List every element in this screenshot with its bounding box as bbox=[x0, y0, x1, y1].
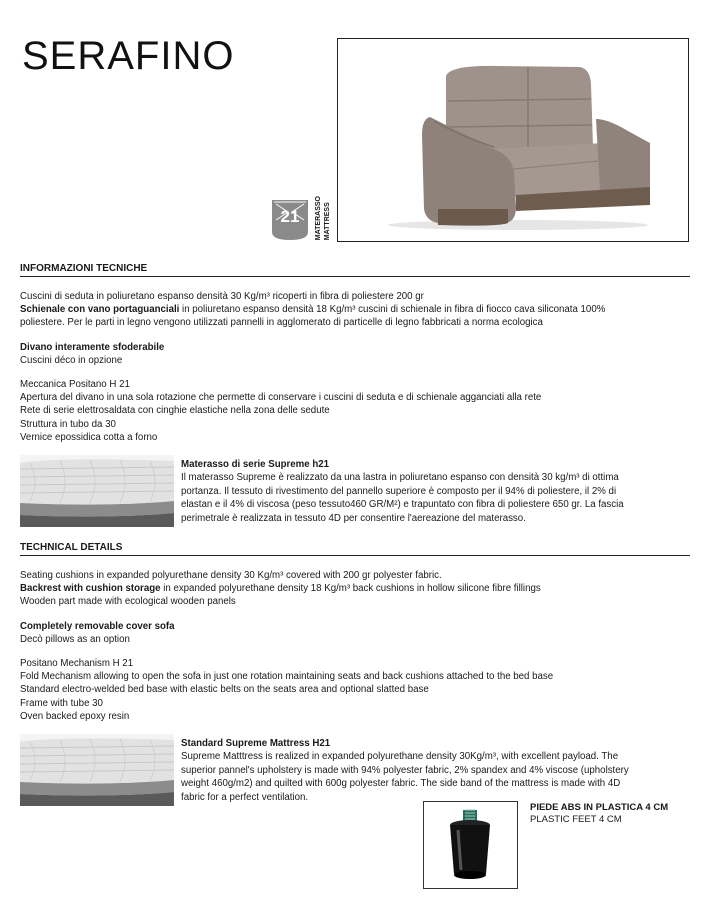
it-mech5: Vernice epossidica cotta a forno bbox=[20, 431, 158, 443]
it-section-divider bbox=[20, 276, 690, 277]
it-backrest-bold: Schienale con vano portaguanciali bbox=[20, 304, 180, 316]
en-cover-bold: Completely removable cover sofa bbox=[20, 621, 175, 632]
it-mattress-title: Materasso di serie Supreme h21 bbox=[181, 459, 330, 470]
en-mattress-photo bbox=[20, 734, 174, 806]
badge-label bbox=[314, 196, 332, 240]
it-mechanism-paragraph bbox=[20, 378, 700, 444]
en-section-divider bbox=[20, 555, 690, 556]
en-mattress-l4: fabric for a perfect ventilation. bbox=[181, 791, 309, 803]
en-backrest-rest: in expanded polyurethane density 18 Kg/m³ back cushions in hollow silicone fibre fillings bbox=[160, 583, 541, 595]
mattress-icon bbox=[268, 192, 312, 242]
it-mattress-l2: portanza. Il tessuto di rivestimento del pannello superiore è composto per il 94% di poliestere, il 2% di bbox=[181, 485, 617, 497]
en-mech2: Fold Mechanism allowing to open the sofa in just one rotation maintaining seats and back cushions attached to the bed base bbox=[20, 671, 554, 683]
en-mattress-title: Standard Supreme Mattress H21 bbox=[181, 738, 331, 749]
it-cover-bold: Divano interamente sfoderabile bbox=[20, 342, 165, 353]
it-mech3: Rete di serie elettrosaldata con cinghie elastiche nella zona delle sedute bbox=[20, 405, 330, 417]
it-mech1: Meccanica Positano H 21 bbox=[20, 379, 130, 390]
it-mattress-text bbox=[181, 458, 691, 525]
en-section-heading: TECHNICAL DETAILS bbox=[20, 542, 123, 553]
en-cover-line: Decò pillows as an option bbox=[20, 634, 130, 646]
it-cover-line: Cuscini déco in opzione bbox=[20, 355, 123, 367]
badge-label-it: MATERASSO bbox=[315, 196, 322, 241]
feet-subtitle: PLASTIC FEET 4 CM bbox=[530, 814, 622, 825]
en-line1: Seating cushions in expanded polyurethane density 30 Kg/m³ covered with 200 gr polyester fabric. bbox=[20, 570, 442, 581]
en-mech3: Standard electro-welded bed base with elastic belts on the seats area and optional slatted base bbox=[20, 684, 429, 696]
sofa-photo bbox=[337, 38, 689, 242]
it-materials-paragraph bbox=[20, 290, 700, 330]
it-line1: Cuscini di seduta in poliuretano espanso densità 30 Kg/m³ ricoperti in fibra di poliestere 200 gr bbox=[20, 291, 424, 302]
en-mattress-l1: Supreme Matttress is realized in expanded polyurethane density 30Kg/m³, with excellent payload. The bbox=[181, 751, 619, 763]
en-cover-paragraph bbox=[20, 620, 700, 646]
mattress-illustration bbox=[20, 455, 174, 527]
it-mattress-photo bbox=[20, 455, 174, 527]
en-mech5: Oven backed epoxy resin bbox=[20, 710, 130, 722]
mattress-illustration bbox=[20, 734, 174, 806]
it-mattress-l1: Il materasso Supreme è realizzato da una lastra in poliuretano espanso con densità 30 kg/m³ di ottima bbox=[181, 472, 619, 484]
en-line3: Wooden part made with ecological wooden panels bbox=[20, 596, 236, 608]
en-mech1: Positano Mechanism H 21 bbox=[20, 658, 134, 669]
feet-title: PIEDE ABS IN PLASTICA 4 CM bbox=[530, 802, 669, 813]
plastic-foot-illustration bbox=[424, 802, 517, 888]
plastic-foot-photo bbox=[423, 801, 518, 889]
en-mechanism-paragraph bbox=[20, 657, 700, 723]
en-mattress-l2: superior pannel's upholstery is made with 94% polyester fabric, 2% spandex and 4% viscose (upholstery bbox=[181, 764, 629, 776]
badge-number: 21 bbox=[280, 207, 300, 226]
en-materials-paragraph bbox=[20, 569, 700, 609]
sofa-illustration bbox=[338, 39, 688, 241]
badge-label-en: MATTRESS bbox=[324, 202, 331, 241]
en-mattress-text bbox=[181, 737, 691, 804]
it-mech4: Struttura in tubo da 30 bbox=[20, 418, 116, 430]
mattress-height-badge bbox=[268, 192, 312, 242]
it-backrest-rest: in poliuretano espanso densità 18 Kg/m³ cuscini di schienale in fibra di fiocco cava siliconata 100% bbox=[179, 304, 606, 316]
it-section-heading: INFORMAZIONI TECNICHE bbox=[20, 263, 148, 274]
en-backrest-bold: Backrest with cushion storage bbox=[20, 583, 161, 595]
it-mattress-l3: elastan e il 4% di viscosa (peso tessuto460 GR/M²) e trapuntato con fibra di poliestere 650 gr. La fascia bbox=[181, 499, 624, 511]
it-mech2: Apertura del divano in una sola rotazione che permette di conservare i cuscini di seduta e di schienale agganciati alla rete bbox=[20, 392, 542, 404]
it-line3: poliestere. Per le parti in legno vengono utilizzati pannelli in agglomerato di particelle di legno fabbricati a norma ecologica bbox=[20, 317, 543, 329]
product-title: SERAFINO bbox=[22, 34, 235, 78]
en-mattress-l3: weight 460g/m2) and quilted with 600g polyester fabric. The side band of the mattress is made with 4D bbox=[181, 778, 621, 790]
en-mech4: Frame with tube 30 bbox=[20, 697, 103, 709]
it-mattress-l4: perimetrale è realizzata in tessuto 4D per consentire l'aereazione del materasso. bbox=[181, 512, 526, 524]
it-cover-paragraph bbox=[20, 341, 700, 367]
